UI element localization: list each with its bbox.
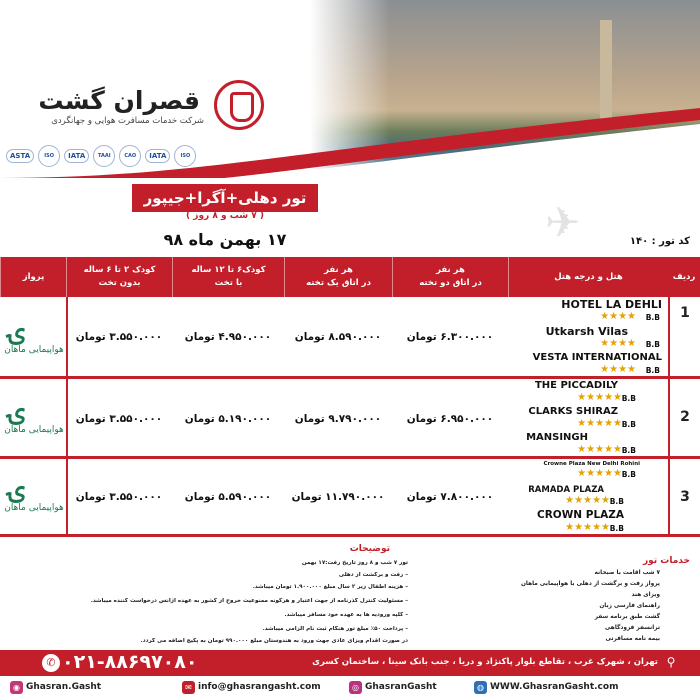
iata-badge: IATA [64, 149, 89, 163]
mahan-air-icon: ۍ [8, 471, 26, 506]
iata-badge-2: IATA [145, 149, 170, 163]
hotel-entry [470, 461, 668, 485]
phone-number[interactable]: ۰۲۱-۸۸۶۹۷۰۸۰ [62, 651, 198, 673]
price-table [0, 257, 700, 537]
price-double: ۶.۳۰۰.۰۰۰ تومان [406, 331, 494, 343]
airplane-icon: ✈ [545, 198, 581, 247]
note-item: – هزینه اطفال زیر ۲ سال مبلغ ۱.۹۰۰.۰۰۰ تومان میباشد. [252, 584, 408, 590]
price-child-bed: ۵.۵۹۰.۰۰۰ تومان [184, 491, 272, 503]
hotel-board: B.B [645, 366, 660, 375]
website-link[interactable]: WWW.GhasranGasht.com [490, 682, 619, 692]
hotel-board: B.B [621, 394, 636, 403]
price-child-nobed: ۳.۵۵۰.۰۰۰ تومان [75, 413, 163, 425]
hotel-board: B.B [645, 313, 660, 322]
location-pin-icon: ⚲ [666, 655, 676, 669]
header-single: هر نفر در اتاق یک تخته [284, 257, 392, 297]
telegram-icon: ◉ [10, 681, 23, 694]
service-item: ترانسفر فرودگاهی [604, 625, 660, 631]
tour-date: ۱۷ بهمن ماه ۹۸ [163, 230, 287, 249]
notes-title: توضیحات [349, 544, 390, 554]
hotel-entry [470, 352, 668, 378]
iso-badge-2: ISO [174, 145, 196, 167]
header-child-nobed: کودک ۲ تا ۶ ساله بدون تخت [66, 257, 172, 297]
hotel-entry [470, 297, 668, 323]
company-brand [14, 80, 264, 140]
instagram-icon: ◎ [349, 681, 362, 694]
airline-name: هواپیمایی ماهان [4, 503, 64, 513]
cao-badge: CAO [119, 145, 141, 167]
service-item: بیمه نامه مسافرتی [605, 636, 660, 642]
globe-icon: ◍ [474, 681, 487, 694]
airline-name: هواپیمایی ماهان [4, 345, 64, 355]
price-single: ۱۱.۷۹۰.۰۰۰ تومان [291, 491, 385, 503]
hotel-entry [470, 509, 668, 535]
airline-logo [2, 309, 66, 369]
airline-logo [2, 389, 66, 449]
hotel-stars: ★★★★★ [565, 522, 610, 533]
address: تهران ، شهرک غرب ، تقاطع بلوار پاکنژاد و دریا ، جنب بانک سینا ، ساختمان کسری [312, 657, 658, 667]
table-row [0, 379, 700, 459]
service-item: راهنمای فارسی زبان [599, 603, 660, 609]
header-flight: پرواز [0, 257, 66, 297]
tour-code: کد تور : ۱۴۰ [629, 236, 690, 247]
hotel-board: B.B [609, 497, 624, 506]
note-item: – رفت و برگشت از دهلی [338, 572, 408, 578]
taai-badge: TAAI [93, 145, 115, 167]
hotel-name: VESTA INTERNATIONAL [532, 352, 662, 363]
certification-badges [6, 144, 306, 168]
note-item: – مسئولیت کنترل گذرنامه از جهت اعتبار و هرگونه ممنوعیت خروج از کشور به عهده آژانس درخواست کننده میباشد. [90, 598, 408, 604]
price-double: ۷.۸۰۰.۰۰۰ تومان [406, 491, 494, 503]
hotel-name: MANSINGH [526, 432, 588, 443]
hotel-board: B.B [621, 420, 636, 429]
hotel-name: HOTEL LA DEHLI [561, 298, 662, 311]
instagram-handle[interactable]: GhasranGasht [365, 682, 437, 692]
hotel-board: B.B [621, 470, 636, 479]
header-child-bed: کودک۶ تا ۱۲ ساله با تخت [172, 257, 284, 297]
airline-name: هواپیمایی ماهان [4, 425, 64, 435]
price-single: ۹.۷۹۰.۰۰۰ تومان [294, 413, 382, 425]
price-single: ۸.۵۹۰.۰۰۰ تومان [294, 331, 382, 343]
asta-badge: ASTA [6, 149, 34, 163]
hotel-board: B.B [609, 524, 624, 533]
note-item: – کلیه ورودیه ها به عهده خود مسافر میباشد. [284, 612, 408, 618]
hotel-stars: ★★★★ [600, 364, 636, 375]
phone-icon: ✆ [42, 654, 60, 672]
hotel-board: B.B [645, 340, 660, 349]
hotel-stars: ★★★★ [600, 338, 636, 349]
services-title: خدمات تور [642, 556, 690, 566]
note-item: – پرداخت ۵۰٪ مبلغ تور هنگام ثبت نام الزامی میباشد. [262, 626, 408, 632]
mahan-air-icon: ۍ [8, 313, 26, 348]
hotel-stars: ★★★★★ [577, 392, 622, 403]
iso-badge: ISO [38, 145, 60, 167]
note-item: در صورت اقدام ویزای عادی جهت ورود به هندوستان مبلغ ۹۹۰.۰۰۰ تومان به پکیج اضافه می گردد. [140, 638, 408, 644]
service-item: پرواز رفت و برگشت از دهلی با هواپیمایی ماهان [520, 581, 660, 587]
hotel-stars: ★★★★★ [577, 468, 622, 479]
hero-banner [0, 0, 700, 178]
telegram-handle[interactable]: Ghasran.Gasht [26, 682, 102, 692]
price-child-bed: ۴.۹۵۰.۰۰۰ تومان [184, 331, 272, 343]
notes-section [0, 540, 700, 650]
note-item: تور ۷ شب و ۸ روز تاریخ رفت:۱۷ بهمن [301, 560, 408, 566]
hotel-name: CLARKS SHIRAZ [528, 406, 618, 417]
service-item: ویزای هند [631, 592, 660, 598]
hotel-name: CROWN PLAZA [537, 509, 624, 521]
table-row [0, 459, 700, 537]
hotel-name: THE PICCADILY [534, 380, 618, 391]
row-number: 1 [680, 305, 690, 321]
price-double: ۶.۹۵۰.۰۰۰ تومان [406, 413, 494, 425]
service-item: گشت طبق برنامه سفر [594, 614, 660, 620]
tour-title: تور دهلی+آگرا+جیپور [132, 184, 318, 212]
header-double: هر نفر در اتاق دو تخته [392, 257, 508, 297]
hotel-entry [470, 380, 668, 404]
price-child-nobed: ۳.۵۵۰.۰۰۰ تومان [75, 331, 163, 343]
table-row [0, 297, 700, 379]
company-logo-icon [214, 80, 264, 130]
price-child-nobed: ۳.۵۵۰.۰۰۰ تومان [75, 491, 163, 503]
hotel-board: B.B [621, 446, 636, 455]
hotel-name: Utkarsh Vilas [545, 325, 628, 338]
header-hotel: هتل و درجه هتل [508, 257, 668, 297]
hotel-stars: ★★★★ [600, 311, 636, 322]
row-number: 2 [680, 409, 690, 425]
price-child-bed: ۵.۱۹۰.۰۰۰ تومان [184, 413, 272, 425]
service-item: ۷ شب اقامت با صبحانه [594, 570, 660, 576]
tour-duration: ( ۷ شب و ۸ روز ) [186, 211, 264, 221]
email-icon: ✉ [182, 681, 195, 694]
hotel-name: Crowne Plaza New Delhi Rohini [543, 461, 640, 467]
airline-logo [2, 467, 66, 527]
row-number: 3 [680, 489, 690, 505]
header-row-number: ردیف [672, 271, 696, 282]
hotel-entry [470, 432, 668, 456]
table-header [0, 257, 700, 297]
mahan-air-icon: ۍ [8, 393, 26, 428]
company-name: قصران گشت [38, 86, 200, 115]
company-subtitle: شرکت خدمات مسافرت هوایی و جهانگردی [51, 116, 204, 126]
hotel-stars: ★★★★★ [565, 495, 610, 506]
hotel-stars: ★★★★★ [577, 418, 622, 429]
hotel-name: RAMADA PLAZA [528, 485, 604, 495]
email-link[interactable]: info@ghasrangasht.com [198, 682, 321, 692]
hotel-stars: ★★★★★ [577, 444, 622, 455]
